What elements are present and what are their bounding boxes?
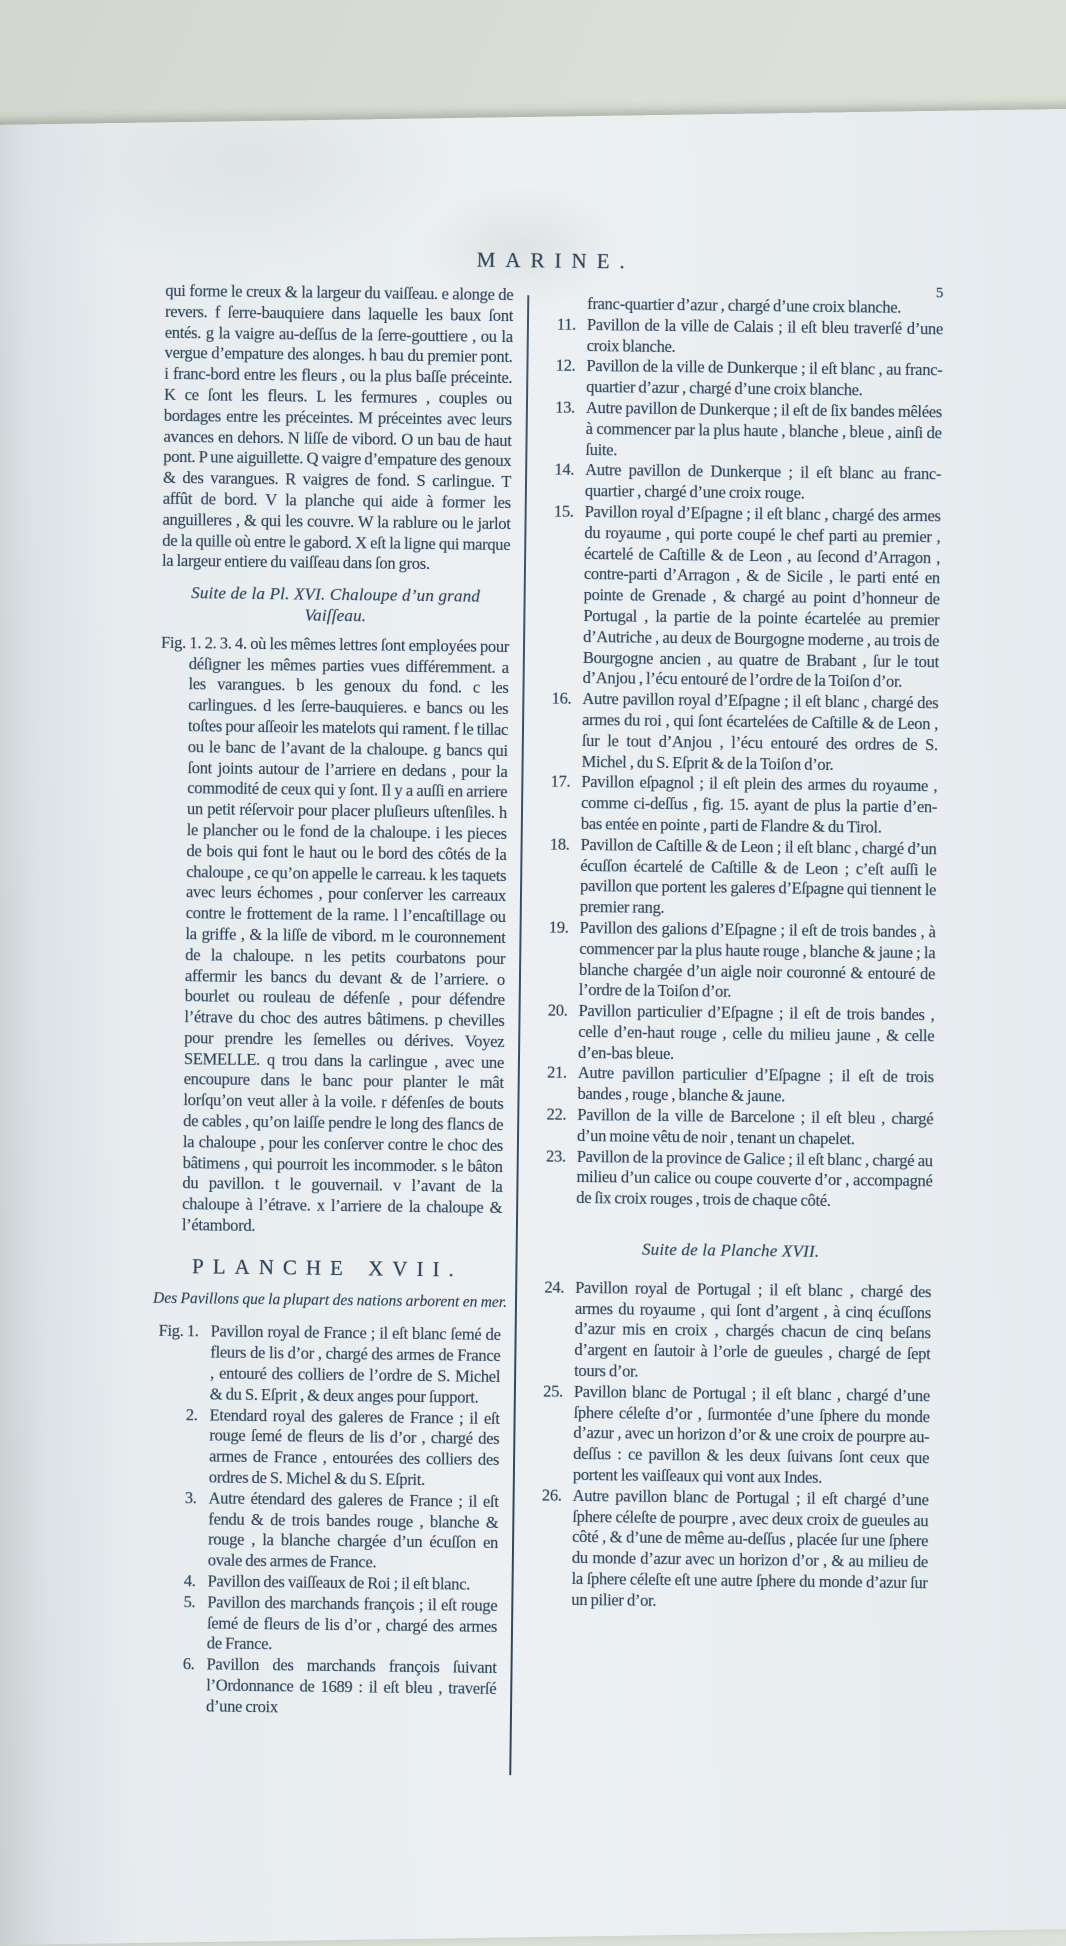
planche-subtitle: Des Pavillons que la plupart des nations arborent en mer. — [152, 1289, 508, 1311]
item-number: 3. — [184, 1487, 197, 1508]
item-text: Pavillon des galions d’Eſpagne ; il eſt de trois bandes , à commencer par la plus haute rouge , blanche & jaune ; la blanche chargée d’un aigle noir couronné & entouré de l’ordre de la Toiſon d’or. — [578, 917, 936, 1002]
item-number: Fig. 1. — [158, 1321, 199, 1341]
item-number: 4. — [183, 1571, 196, 1591]
item-text: Pavillon de la ville de Dunkerque ; il eſt blanc , au franc-quartier d’azur , chargé d’une croix blanche. — [586, 356, 943, 400]
list-item — [527, 1381, 930, 1490]
item-text: Pavillon des vaiſſeaux de Roi ; il eſt blanc. — [207, 1571, 471, 1594]
right-column — [523, 285, 943, 1780]
text-columns — [147, 281, 945, 1780]
item-text: Pavillon de la ville de Calais ; il eſt bleu traverſé d’une croix blanche. — [586, 314, 944, 356]
item-number: 19. — [548, 917, 569, 937]
list-item — [530, 1146, 933, 1213]
list-item — [531, 1104, 933, 1151]
item-number: 25. — [543, 1381, 564, 1401]
item-text: Pavillon de Caſtille & de Leon ; il eſt blanc , chargé d’un écuſſon écartelé de Caſtille & de Leon ; c’eſt auſſi le pavillon que portent les galeres d’Eſpagne qui tiennent le premier rang. — [579, 834, 937, 918]
list-item — [152, 1321, 501, 1408]
list-item — [541, 314, 943, 361]
item-text: Etendard royal des galeres de France ; il eſt rouge ſemé de fleurs de lis d’or , chargé des armes de France , entourées des colliers des ordres de S. Michel & du S. Eſprit. — [208, 1405, 500, 1490]
item-text: Pavillon de la ville de Barcelone ; il eſt bleu , chargé d’un moine vêtu de noir , tenant un chapelet. — [576, 1104, 934, 1149]
list-item — [535, 689, 938, 777]
suite-planche-xvii-heading: Suite de la Planche XVII. — [641, 1239, 820, 1261]
item-text: Pavillon royal de Portugal ; il eſt blanc , chargé des armes du royaume , qui ſont d’argent , à cinq écuſſons d’azur mis en croix , chargés chacun de cinq beſans d’argent en ſautoir à l’orle de gueules , chargé de ſept tours d’or. — [574, 1277, 932, 1381]
item-text: Pavillon particulier d’Eſpagne ; il eſt de trois bandes , celle d’en-haut rouge , celle du milieu jaune , & celle d’en-bas bleue. — [577, 1001, 935, 1063]
list-item — [150, 1488, 499, 1575]
list-item — [539, 397, 942, 464]
list-item — [533, 917, 936, 1005]
item-text: Pavillon blanc de Portugal ; il eſt blanc , chargé d’une ſphere céleſte d’or , ſurmontée d’une ſphere du monde d’azur , avec un horizon d’or & une croix de pourpre au-deſſus : ce pavillon & les deux ſuivans ſont ceux que portent les vaiſſeaux qui vont aux Indes. — [572, 1381, 931, 1487]
item-text: Autre pavillon blanc de Portugal ; il eſt chargé d’une ſphere céleſte de pourpre , avec deux croix de gueules au côté , & d’une de même au-deſſus , placée ſur une ſphere du monde d’azur avec un horizon d’or , & au milieu de la ſphere céleſte eſt une autre ſphere du monde d’azur ſur un pilier d’or. — [571, 1485, 929, 1610]
item-number: 17. — [550, 771, 571, 792]
left-column — [147, 281, 513, 1775]
item-number: 26. — [541, 1485, 562, 1505]
list-item — [149, 1592, 498, 1659]
item-text: Pavillon des marchands françois ; il eſt rouge ſemé de fleurs de lis d’or , chargé des armes de France. — [206, 1592, 498, 1654]
item-text: Pavillon de la province de Galice ; il eſt blanc , chargé au milieu d’un calice ou coupe couverte d’or , accompagné de ſix croix rouges , trois de chaque côté. — [576, 1146, 933, 1211]
list-item — [148, 1654, 497, 1721]
page-number: 5 — [935, 285, 944, 302]
item-text: Pavillon royal de France ; il eſt blanc ſemé de fleurs de lis d’or , chargé des armes de France , entouré des colliers de l’ordre de S. Michel & du S. Eſprit , & deux anges pour ſupport. — [209, 1321, 501, 1407]
item-text: Autre étendard des galeres de France ; il eſt fendu & de trois bandes rouge , blanche & rouge , la blanche chargée d’un écuſſon en ovale des armes de France. — [207, 1488, 499, 1572]
list-item — [539, 460, 941, 507]
item-number: 24. — [544, 1277, 565, 1297]
item-text: Pavillon royal d’Eſpagne ; il eſt blanc , chargé des armes du royaume , qui porte coupé le chef parti au premier , écartelé de Caſtille & de Leon , au ſecond d’Arragon , contre-parti d’Arragon , & de Sicile , le parti enté en pointe de Grenade , & chargé au point d’honneur de Portugal , la partie de la pointe écartelée au premier d’Autriche , au deux de Bourgogne moderne , au trois de Bourgogne ancien , au quatre de Brabant , ſur le tout d’Anjou , l’écu entouré de l’ordre de la Toiſon d’or. — [582, 501, 941, 692]
list-item — [532, 1000, 935, 1067]
item-text: Autre pavillon particulier d’Eſpagne ; il eſt de trois bandes , rouge , blanche & jaune. — [577, 1063, 934, 1106]
list-item — [151, 1404, 500, 1491]
item-number: 21. — [546, 1063, 567, 1083]
item-number: 23. — [545, 1146, 566, 1166]
item-number: 15. — [553, 501, 574, 521]
running-title: MARINE. — [476, 247, 635, 274]
list-item — [525, 1485, 928, 1615]
item-number: 13. — [555, 397, 576, 417]
item-text: Autre pavillon de Dunkerque ; il eſt blanc au franc-quartier , chargé d’une croix rouge. — [584, 460, 942, 503]
item-text: Autre pavillon royal d’Eſpagne ; il eſt blanc , chargé des armes du roi , qui ſont écartelées de Caſtille & de Leon , ſur le tout d’Anjou , l’écu entouré des ordres de S. Michel , du S. Eſprit & de la Toiſon d’or. — [581, 689, 939, 774]
item-number: 11. — [556, 314, 577, 334]
item-number: 6. — [182, 1654, 195, 1674]
fig-paragraph: Fig. 1. 2. 3. 4. où les mêmes lettres ſont employées pour déſigner les mêmes parties vues différemment. a les varangues. b les genoux du fond. c les carlingues. d les ſerre-bauquieres. e bancs ou les toſtes pour aſſeoir les matelots qui rament. f le tillac ou le banc de l’avant de la chaloupe. g bancs qui ſont joints autour de l’arriere en dedans , pour la commodité de ceux qui y ſont. Il y a auſſi en arriere un petit réſervoir pour placer pluſieurs uſtenſiles. h le plancher ou le fond de la chaloupe. i les pieces de bois qui font le haut ou le bord des côtés de la chaloupe , ce qu’on appelle le carreau. k les taquets avec leurs échomes , pour conſerver les carreaux contre le frottement de la rame. l l’encaſtillage ou la griffe , & la liſſe de vibord. m le couronnement de la chaloupe. n les petits courbatons pour affermir les bancs du devant & de l’arriere. o bourlet ou rouleau de défenſe , pour défendre l’étrave du choc des autres bâtimens. p chevilles pour prendre les ſemelles ou dérives. Voyez SEMELLE. q trou dans la carlingue , avec une encoupure dans le banc pour planter le mât lorſqu’on veut aller à la voile. r défenſes de bouts de cables , qu’on laiſſe pendre le long des flancs de la chaloupe , pour les conſerver contre le choc des bâtimens , qui pourroit les incommoder. s le bâton du pavillon. t le gouvernail. v l’avant de la chaloupe à l’étrave. x l’arriere de la chaloupe & l’étambord. — [160, 632, 510, 1236]
item-text: Pavillon des marchands françois ſuivant l’Ordonnance de 1689 : il eſt bleu , traverſé d’une croix — [205, 1654, 497, 1717]
item-number: 12. — [555, 355, 576, 376]
item-number: 14. — [554, 459, 575, 480]
list-item — [535, 772, 938, 839]
continuation-paragraph: qui forme le creux & la largeur du vaiſſeau. e alonge de revers. f ſerre-bauquiere dans laquelle les baux ſont entés. g la vaigre au-deſſus de la ſerre-gouttiere , ou la vergue d’empature des alonges. h bau du premier pont. i franc-bord entre les fleurs , ou la plus baſſe préceinte. K ce ſont les fleurs. L les fermures , couples ou bordages entre les préceintes. M préceintes avec leurs avances en dehors. N liſſe de vibord. O un bau de haut pont. P une aiguillette. Q vaigre d’empature des genoux & des varangues. R vaigres de fond. S carlingue. T affût de bord. V la planche qui aide à former les anguilleres , & qui les couvre. W la rablure ou le jarlot de la quille où entre le gabord. X eſt la ligne qui marque la largeur entiere du vaiſſeau dans ſon gros. — [161, 280, 514, 574]
list-item — [540, 356, 942, 403]
item-text: Pavillon eſpagnol ; il eſt plein des armes du royaume , comme ci-deſſus , fig. 15. ayant de plus la partie d’en-bas entée en pointe , parti de Flandre & du Tirol. — [580, 772, 938, 837]
list-item — [528, 1277, 931, 1386]
suite-pl16-heading: Suite de la Pl. XVI. Chaloupe d’un grand Vaiſſeau. — [191, 583, 481, 626]
item-number: 20. — [547, 1000, 568, 1020]
continuation-line: franc-quartier d’azur , chargé d’une croix blanche. — [587, 293, 902, 317]
list-item — [537, 501, 941, 693]
item-text: Autre pavillon de Dunkerque ; il eſt de ſix bandes mêlées à commencer par la plus haute , blanche , bleue , ainſi de ſuite. — [585, 397, 943, 459]
item-number: 22. — [546, 1104, 567, 1124]
item-number: 16. — [551, 688, 572, 708]
list-item — [531, 1063, 933, 1110]
list-item — [534, 834, 937, 922]
planche-xvii-heading: PLANCHE XVII. — [191, 1254, 463, 1282]
page-content — [147, 244, 946, 1780]
item-number: 2. — [185, 1404, 198, 1424]
book-page — [0, 107, 1066, 1945]
item-number: 18. — [549, 834, 570, 854]
item-number: 5. — [183, 1591, 196, 1612]
